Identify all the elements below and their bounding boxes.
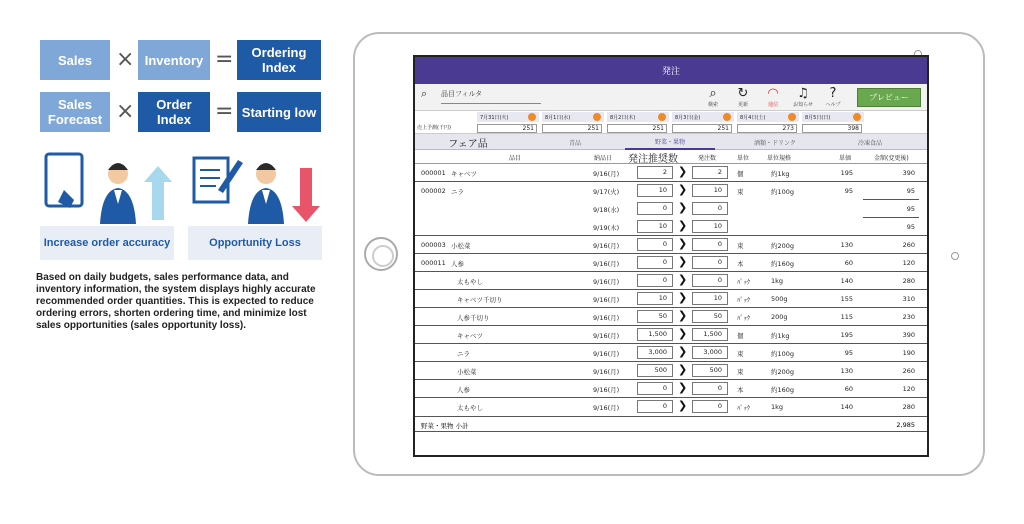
unit: ﾊﾟｯｸ [737,296,750,304]
delivery-date: 9/16(月) [593,350,620,358]
unit: 束 [737,368,744,376]
unit-spec: 約160g [771,386,795,394]
order-app-screen [413,55,929,457]
date-cell: 8月2日(木) [607,112,669,122]
unit: 本 [737,260,744,268]
chevron-right-icon[interactable]: ❯ [678,201,688,214]
subtotal-value: 2,985 [896,421,915,429]
sunny-icon [593,113,601,121]
refresh-icon: ↻ [737,86,749,101]
table-row [415,344,927,362]
recommend-qty-field: 0 [637,382,673,395]
order-qty-input[interactable]: 50 [692,310,728,323]
unit-price: 60 [844,385,853,393]
unit-price: 140 [840,403,853,411]
unit-spec: 200g [771,313,788,321]
sales-cell: 251 [542,124,602,133]
amount: 260 [902,241,915,249]
order-qty-input[interactable]: 0 [692,202,728,215]
table-row [415,164,927,182]
document-worry-illustration [188,150,328,225]
delivery-date: 9/16(月) [593,242,620,250]
delivery-date: 9/16(月) [593,368,620,376]
recommend-qty-field: 0 [637,256,673,269]
forecast-dates-row [415,111,927,123]
item-name: キャベツ [457,332,483,340]
help-tool[interactable]: ? ヘルプ [818,86,848,108]
date-cell: 8月4日(土) [737,112,799,122]
chevron-right-icon[interactable]: ❯ [678,309,688,322]
unit-spec: 約1kg [771,332,790,340]
item-code: 000011 [421,259,446,267]
sales-cell: 251 [672,124,732,133]
sunny-icon [723,113,731,121]
order-qty-input[interactable]: 0 [692,274,728,287]
table-row [415,362,927,380]
unit-price: 195 [840,331,853,339]
item-filter-label: 品目フィルタ [441,90,483,98]
opportunity-loss-label: Opportunity Loss [188,226,322,260]
unit: 束 [737,242,744,250]
side-dot [951,252,959,260]
table-row [415,380,927,398]
unit-spec: 約100g [771,188,795,196]
order-qty-input[interactable]: 1,500 [692,328,728,341]
header-delivery: 納品日 [594,155,613,162]
wifi-icon: ◠ [767,86,779,101]
delivery-date: 9/16(月) [593,386,620,394]
bell-icon: ♫ [797,86,809,101]
order-qty-input[interactable]: 2 [692,166,728,179]
app-title-bar [415,57,927,84]
unit-spec: 約100g [771,350,795,358]
item-code: 000002 [421,187,446,195]
item-name: 小松菜 [451,242,471,250]
order-qty-input[interactable]: 0 [692,382,728,395]
delivery-date: 9/16(月) [593,170,620,178]
delivery-date: 9/19(木) [593,224,620,232]
order-qty-input[interactable]: 3,000 [692,346,728,359]
item-name: 太もやし [457,404,483,412]
amount: 230 [902,313,915,321]
order-qty-input[interactable]: 10 [692,184,728,197]
left-panel [0,0,340,524]
tab-vegetables[interactable]: 野菜・果物 [625,134,715,150]
recommend-qty-field: 10 [637,292,673,305]
date-cell: 7月31日(火) [477,112,539,122]
recommend-qty-field: 0 [637,400,673,413]
unit: ﾊﾟｯｸ [737,404,750,412]
recommend-qty-field: 50 [637,310,673,323]
delivery-date: 9/18(水) [593,206,620,214]
unit: 個 [737,170,744,178]
amount: 120 [902,259,915,267]
tab-frozen[interactable]: 冷凍食品 [857,139,882,147]
sunny-icon [853,113,861,121]
unit-price: 130 [840,241,853,249]
item-name: キャベツ [451,170,477,178]
table-row [415,290,927,308]
item-name: 人参 [457,386,470,394]
subtotal-row [415,416,927,432]
recommend-qty-field: 0 [637,238,673,251]
table-row [415,254,927,272]
table-header [415,150,927,164]
equals-sign: = [215,47,234,72]
chevron-right-icon[interactable]: ❯ [678,255,688,268]
unit-spec: 1kg [771,277,784,285]
order-qty-input[interactable]: 10 [692,292,728,305]
delivery-date: 9/16(月) [593,332,620,340]
chevron-right-icon[interactable]: ❯ [678,237,688,250]
refresh-tool[interactable]: ↻ 更新 [728,86,758,108]
times-sign: × [116,99,135,124]
chevron-right-icon[interactable]: ❯ [678,363,688,376]
item-name: 太もやし [457,278,483,286]
unit: ﾊﾟｯｸ [737,314,750,322]
date-cell: 8月3日(金) [672,112,734,122]
order-qty-input[interactable]: 500 [692,364,728,377]
header-spec: 単位規格 [767,155,792,162]
search-tool[interactable]: ⌕ 検索 [698,86,728,108]
chevron-right-icon[interactable]: ❯ [678,183,688,196]
order-qty-input[interactable]: 10 [692,220,728,233]
unit: ﾊﾟｯｸ [737,278,750,286]
order-qty-input[interactable]: 0 [692,400,728,413]
order-qty-input[interactable]: 0 [692,238,728,251]
help-icon: ? [829,86,837,101]
table-row [415,200,927,218]
delivery-date: 9/16(月) [593,404,620,412]
item-name: 人参 [451,260,464,268]
wifi-tool[interactable]: ◠ 通信 [758,86,788,108]
chevron-right-icon[interactable]: ❯ [678,165,688,178]
date-cell: 8月5日(日) [802,112,864,122]
description-text: Based on daily budgets, sales performance data, and inventory information, the system displays highly accurate recommended order quantities. This is expected to reduce ordering errors, shorten ordering time, and minimize lost sales opportunities (sales opportunity loss). [36,272,316,331]
header-price: 単価 [839,155,852,162]
amount: 390 [902,169,915,177]
unit: 束 [737,188,744,196]
sales-cell: 251 [477,124,537,133]
unit-price: 115 [840,313,853,321]
header-unit: 単位 [737,155,750,162]
amount: 95 [906,187,915,195]
increase-accuracy-label: Increase order accuracy [40,226,174,260]
preview-button[interactable]: プレビュー [857,88,921,107]
unit-price: 130 [840,367,853,375]
unit-spec: 500g [771,295,788,303]
times-sign: × [116,47,135,72]
unit: 束 [737,350,744,358]
amount: 280 [902,277,915,285]
order-table-body [415,164,927,416]
subtotal-label: 野菜・果物 小計 [421,422,469,430]
order-index-box: Order Index [138,92,210,132]
table-row [415,308,927,326]
amount: 280 [902,403,915,411]
search-icon: ⌕ [709,86,717,101]
recommend-qty-field: 1,500 [637,328,673,341]
sunny-icon [528,113,536,121]
sales-row-label: 売上予測(千円) [417,125,451,131]
amount: 120 [902,385,915,393]
order-qty-input[interactable]: 0 [692,256,728,269]
sales-box: Sales [40,40,110,80]
unit-spec: 約200g [771,242,795,250]
recommend-qty-field: 3,000 [637,346,673,359]
unit-price: 95 [844,349,853,357]
home-button [364,237,398,271]
item-code: 000001 [421,169,446,177]
unit-spec: 1kg [771,403,784,411]
item-filter-input[interactable] [441,103,541,104]
tab-fair[interactable]: フェア品 [448,138,488,150]
toolbar [415,84,927,111]
chevron-right-icon[interactable]: ❯ [678,327,688,340]
amount: 95 [906,205,915,213]
chevron-right-icon[interactable]: ❯ [678,219,688,232]
chevron-right-icon[interactable]: ❯ [678,273,688,286]
unit-price: 140 [840,277,853,285]
item-name: ニラ [451,188,464,196]
tab-blue[interactable]: 青品 [568,139,581,147]
chevron-right-icon[interactable]: ❯ [678,399,688,412]
app-title: 発注 [661,67,680,77]
delivery-date: 9/16(月) [593,296,620,304]
starting-low-box: Starting low [237,92,321,132]
table-row [415,326,927,344]
sales-cell: 398 [802,124,862,133]
recommend-qty-field: 10 [637,220,673,233]
amount: 190 [902,349,915,357]
table-row [415,236,927,254]
ordering-index-box: Ordering Index [237,40,321,80]
unit-price: 60 [844,259,853,267]
sunny-icon [658,113,666,121]
header-item: 品目 [509,155,522,162]
delivery-date: 9/16(月) [593,314,620,322]
sales-cell: 251 [607,124,667,133]
amount: 95 [906,223,915,231]
chevron-right-icon[interactable]: ❯ [678,345,688,358]
header-recommend: 発注推奨数 [628,154,678,165]
unit-spec: 約200g [771,368,795,376]
sunny-icon [788,113,796,121]
unit-price: 95 [844,187,853,195]
unit-price: 155 [840,295,853,303]
sales-cell: 273 [737,124,797,133]
item-name: キャベツ千切り [457,296,503,304]
chevron-right-icon[interactable]: ❯ [678,381,688,394]
item-name: 小松菜 [457,368,477,376]
sales-forecast-row [415,123,927,134]
table-row [415,398,927,416]
unit-spec: 約1kg [771,170,790,178]
recommend-qty-field: 0 [637,202,673,215]
header-amount: 金額(変更後) [874,155,909,162]
delivery-date: 9/17(火) [593,188,620,196]
delivery-date: 9/16(月) [593,278,620,286]
inventory-box: Inventory [138,40,210,80]
item-name: 人参千切り [457,314,490,322]
unit-spec: 約160g [771,260,795,268]
table-row [415,272,927,290]
item-name: ニラ [457,350,470,358]
unit: 本 [737,386,744,394]
recommend-qty-field: 2 [637,166,673,179]
search-icon[interactable]: ⌕ [421,87,428,100]
amount: 390 [902,331,915,339]
equals-sign: = [215,99,234,124]
unit-price: 195 [840,169,853,177]
item-code: 000003 [421,241,446,249]
tab-drinks[interactable]: 酒類・ドリンク [754,139,796,147]
notification-tool[interactable]: ♫ お知らせ [788,86,818,108]
tablet-tap-illustration [40,150,180,225]
header-qty: 発注数 [698,155,717,162]
chevron-right-icon[interactable]: ❯ [678,291,688,304]
category-tabs [415,134,927,150]
sales-forecast-box: Sales Forecast [40,92,110,132]
unit: 個 [737,332,744,340]
delivery-date: 9/16(月) [593,260,620,268]
recommend-qty-field: 10 [637,184,673,197]
amount: 260 [902,367,915,375]
table-row [415,182,927,200]
table-row [415,218,927,236]
recommend-qty-field: 500 [637,364,673,377]
amount: 310 [902,295,915,303]
recommend-qty-field: 0 [637,274,673,287]
date-cell: 8月1日(水) [542,112,604,122]
